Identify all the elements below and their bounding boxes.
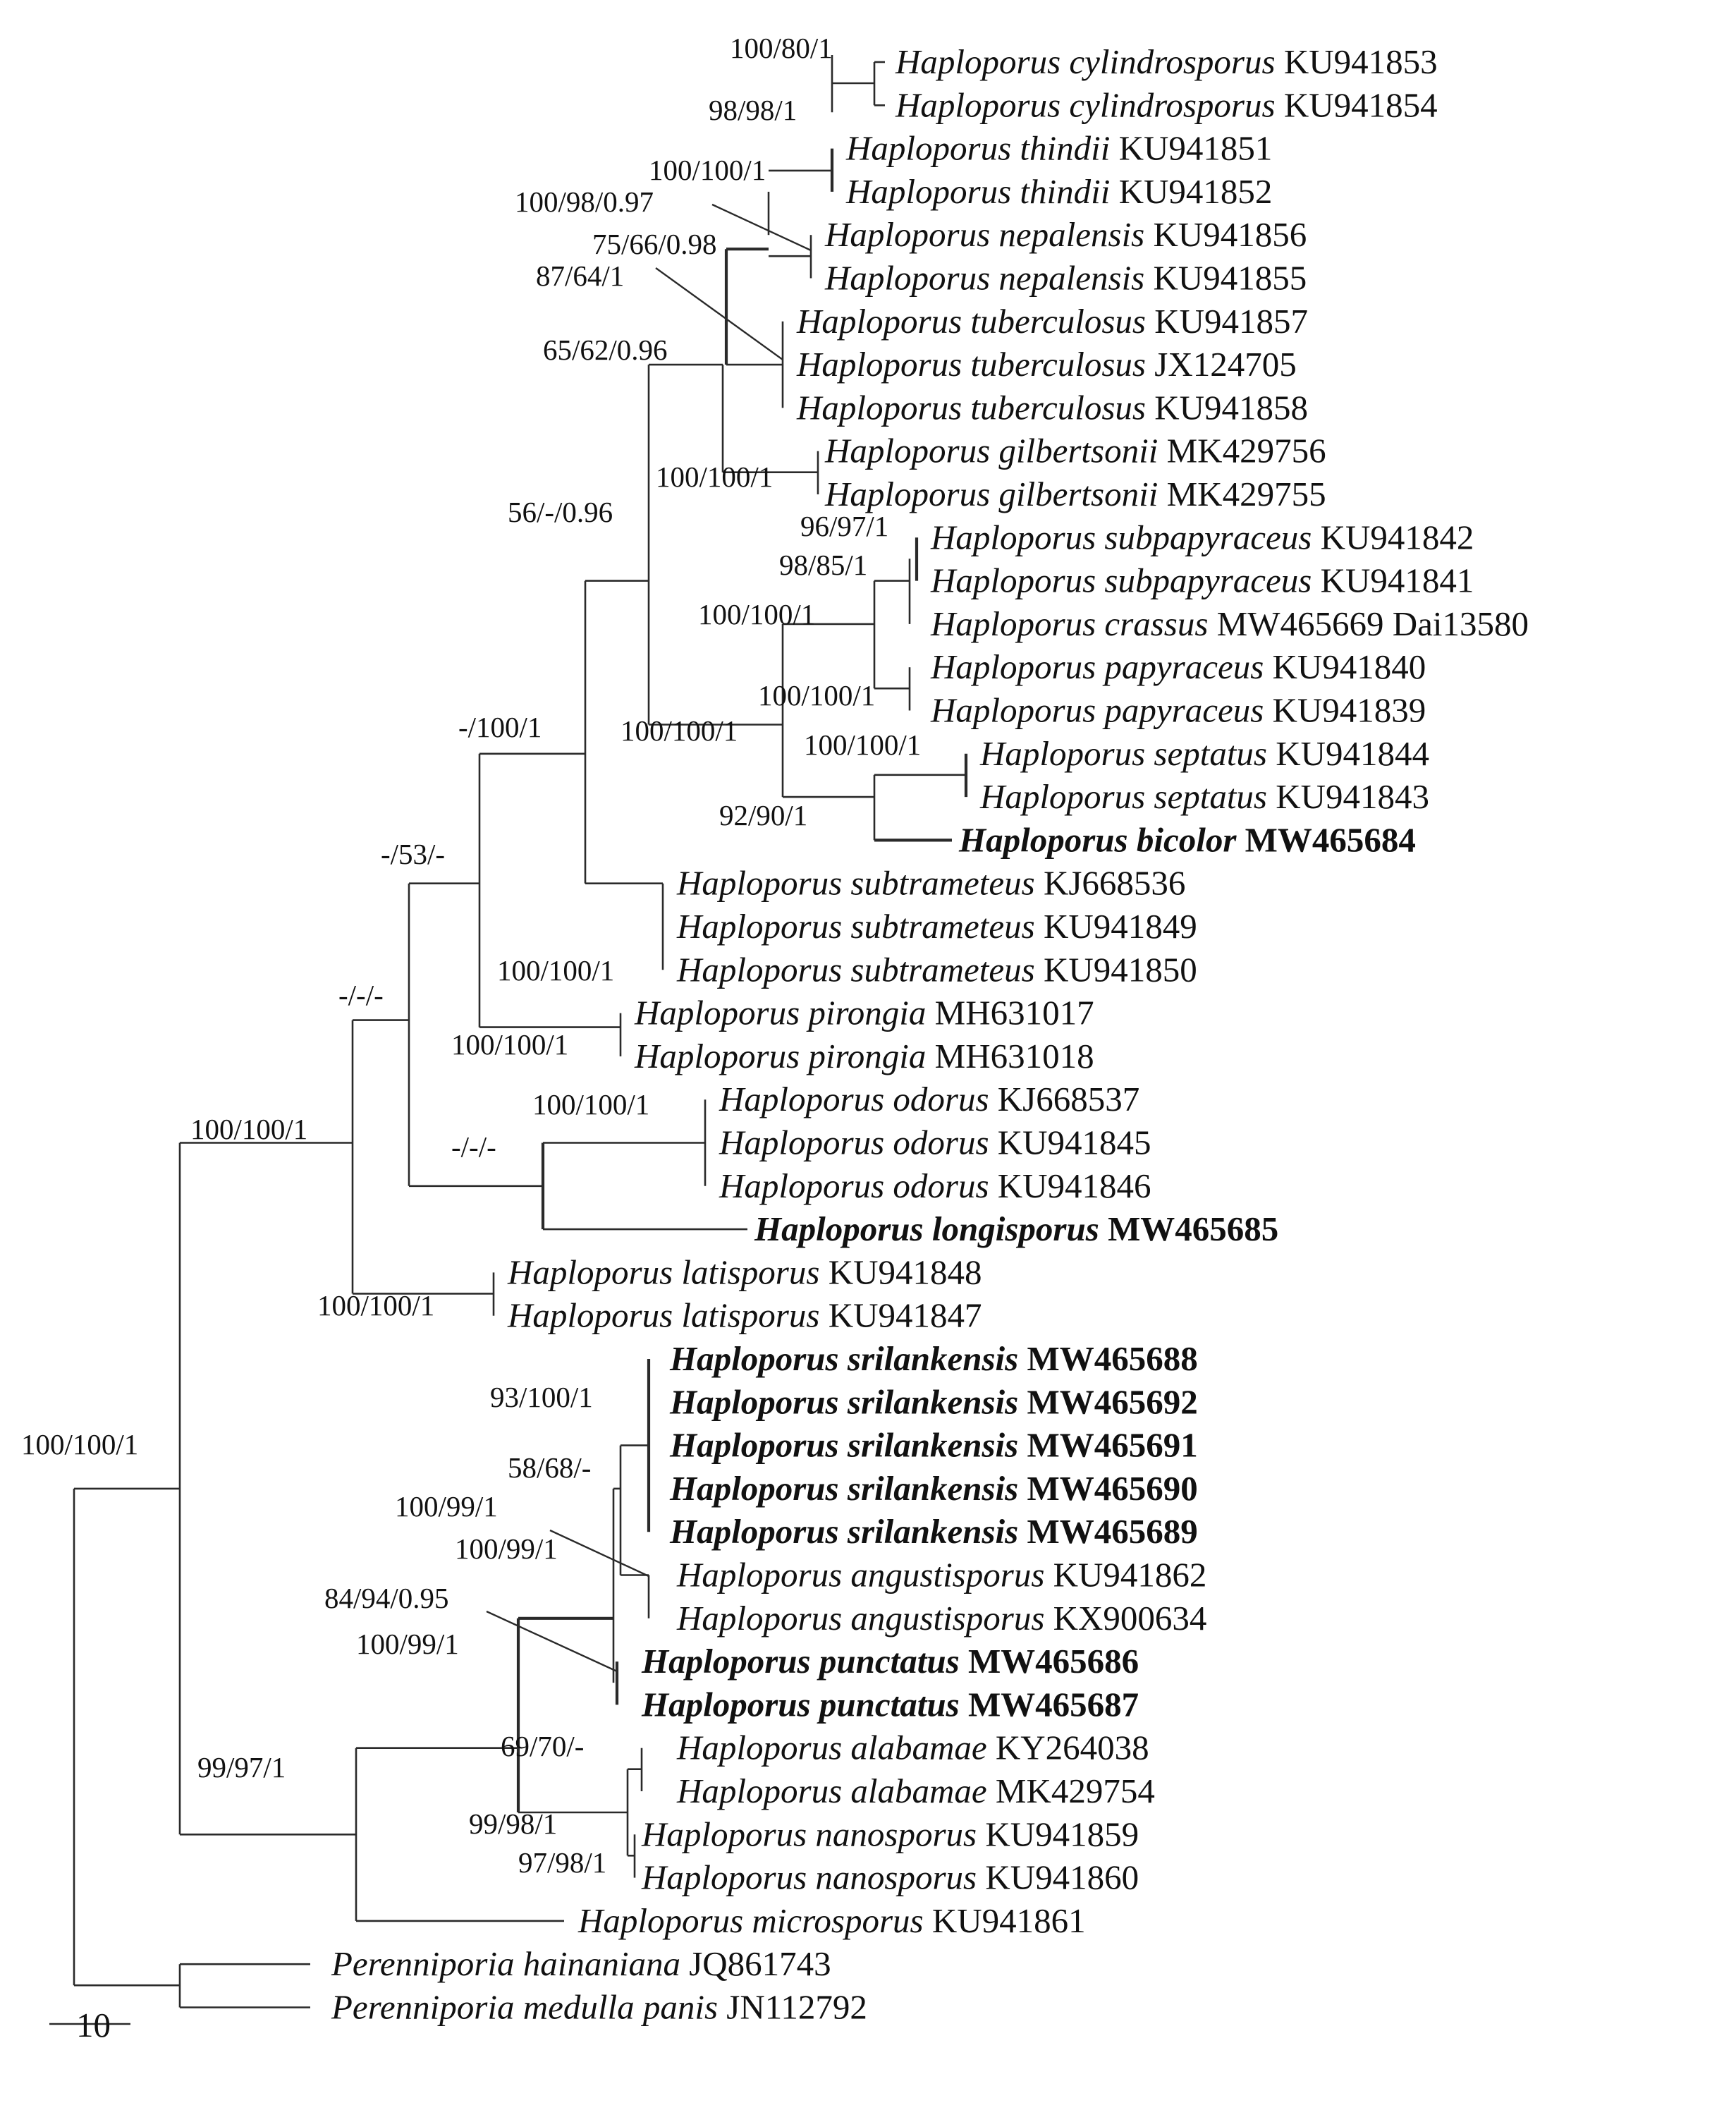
taxon-genus: Haploporus bbox=[931, 518, 1105, 557]
taxon-genus: Haploporus bbox=[677, 907, 851, 946]
taxon-species: punctatus bbox=[819, 1685, 960, 1724]
taxon-species: srilankensis bbox=[847, 1468, 1019, 1508]
taxon-label bbox=[641, 1685, 1139, 1724]
support-value: 84/94/0.95 bbox=[324, 1582, 449, 1614]
taxon-genus: Haploporus bbox=[578, 1901, 752, 1940]
support-value: 87/64/1 bbox=[536, 260, 625, 292]
taxon-species: angustisporus bbox=[850, 1598, 1045, 1638]
taxon-accession: MK429755 bbox=[1158, 475, 1326, 513]
taxon-species: tuberculosus bbox=[970, 388, 1147, 427]
taxon-accession: MH631018 bbox=[926, 1036, 1094, 1075]
support-value: 92/90/1 bbox=[719, 799, 808, 831]
taxon-label bbox=[577, 1901, 1086, 1940]
taxon-label bbox=[930, 647, 1426, 686]
taxon-species: pirongia bbox=[808, 993, 927, 1032]
taxon-label bbox=[824, 215, 1307, 254]
taxon-species: srilankensis bbox=[847, 1512, 1019, 1551]
taxon-accession: JQ861743 bbox=[680, 1944, 831, 1984]
taxon-genus: Haploporus bbox=[677, 950, 851, 989]
taxon-genus: Haploporus bbox=[642, 1815, 816, 1854]
support-value: -/100/1 bbox=[458, 711, 542, 743]
taxon-genus: Haploporus bbox=[642, 1858, 816, 1897]
taxon-accession: MW465689 bbox=[1018, 1512, 1198, 1551]
taxon-species: longisporus bbox=[931, 1209, 1099, 1249]
taxon-genus: Haploporus bbox=[797, 388, 971, 427]
taxon-genus: Haploporus bbox=[670, 1468, 848, 1508]
taxon-genus: Haploporus bbox=[670, 1339, 848, 1378]
taxon-accession: KJ668537 bbox=[989, 1080, 1140, 1119]
taxon-genus: Haploporus bbox=[635, 1036, 809, 1075]
taxon-accession: MW465669 Dai13580 bbox=[1208, 604, 1529, 643]
taxon-accession: KU941843 bbox=[1267, 777, 1430, 817]
taxon-species: thindii bbox=[1020, 128, 1111, 168]
taxon-label bbox=[634, 1037, 1094, 1075]
taxon-label bbox=[676, 1556, 1206, 1594]
support-value: 100/99/1 bbox=[395, 1490, 498, 1523]
taxon-species: gilbertsonii bbox=[998, 475, 1159, 513]
taxon-accession: MW465690 bbox=[1018, 1468, 1198, 1508]
taxon-genus: Haploporus bbox=[719, 1080, 893, 1119]
taxon-genus: Haploporus bbox=[754, 1209, 932, 1249]
support-value: 98/98/1 bbox=[709, 94, 797, 126]
taxon-genus: Haploporus bbox=[825, 215, 999, 255]
taxon-accession: MW465692 bbox=[1018, 1382, 1198, 1422]
taxon-label bbox=[719, 1080, 1139, 1118]
support-value: 100/100/1 bbox=[804, 728, 922, 761]
support-value: 100/100/1 bbox=[656, 461, 774, 493]
taxon-accession: MK429756 bbox=[1158, 431, 1326, 470]
taxon-genus: Haploporus bbox=[677, 863, 851, 903]
taxon-accession: KU941840 bbox=[1264, 647, 1426, 687]
taxon-species: septatus bbox=[1154, 777, 1268, 817]
taxon-species: microsporus bbox=[752, 1901, 924, 1940]
taxon-genus: Haploporus bbox=[931, 604, 1105, 643]
taxon-accession: KX900634 bbox=[1044, 1598, 1207, 1638]
taxon-species: angustisporus bbox=[850, 1555, 1045, 1594]
taxon-label bbox=[979, 734, 1429, 773]
taxon-genus: Haploporus bbox=[719, 1123, 893, 1162]
taxon-label bbox=[676, 1771, 1155, 1810]
taxon-accession: KU941841 bbox=[1312, 561, 1474, 600]
taxon-accession: KU941859 bbox=[977, 1815, 1139, 1854]
taxon-label bbox=[930, 691, 1426, 730]
taxon-species: odorus bbox=[893, 1080, 989, 1119]
taxon-genus: Haploporus bbox=[719, 1166, 893, 1205]
taxon-species: thindii bbox=[1020, 171, 1111, 211]
taxon-accession: KU941846 bbox=[989, 1166, 1151, 1205]
taxon-species: hainaniana bbox=[522, 1944, 680, 1984]
taxon-accession: MW465685 bbox=[1099, 1209, 1279, 1249]
taxon-genus: Haploporus bbox=[677, 1555, 851, 1594]
support-value: 96/97/1 bbox=[800, 510, 889, 542]
taxon-accession: KU941852 bbox=[1110, 171, 1273, 211]
support-value: 93/100/1 bbox=[490, 1381, 593, 1413]
scale-bar bbox=[49, 2006, 130, 2044]
support-value: 97/98/1 bbox=[518, 1846, 607, 1879]
taxon-genus: Haploporus bbox=[846, 128, 1020, 168]
taxon-species: srilankensis bbox=[847, 1425, 1019, 1465]
taxon-genus: Haploporus bbox=[825, 431, 999, 470]
taxon-accession: MW465686 bbox=[959, 1642, 1139, 1681]
taxon-accession: KU941856 bbox=[1144, 215, 1307, 255]
taxon-species: cylindrosporus bbox=[1069, 85, 1276, 125]
taxon-accession: KU941851 bbox=[1110, 128, 1273, 168]
taxon-accession: KU941850 bbox=[1034, 950, 1197, 989]
taxon-genus: Haploporus bbox=[846, 171, 1020, 211]
support-value: 99/98/1 bbox=[469, 1807, 558, 1840]
taxon-accession: MH631017 bbox=[926, 993, 1094, 1032]
support-value: 69/70/- bbox=[501, 1730, 585, 1762]
support-value: 100/98/0.97 bbox=[515, 185, 654, 218]
taxon-label bbox=[669, 1426, 1198, 1465]
taxon-species: alabamae bbox=[850, 1728, 987, 1767]
taxon-species: gilbertsonii bbox=[998, 431, 1159, 470]
taxon-genus: Perenniporia bbox=[331, 1944, 523, 1984]
taxon-species: papyraceus bbox=[1104, 690, 1264, 730]
support-value: 100/99/1 bbox=[356, 1628, 459, 1660]
taxon-label bbox=[331, 1988, 867, 2027]
support-value: 100/99/1 bbox=[455, 1532, 558, 1565]
taxon-genus: Haploporus bbox=[508, 1252, 682, 1292]
support-value: 100/100/1 bbox=[317, 1289, 435, 1322]
taxon-label bbox=[754, 1209, 1278, 1248]
taxon-genus: Haploporus bbox=[677, 1771, 851, 1810]
taxon-accession: KU941849 bbox=[1034, 907, 1197, 946]
taxon-accession: MW465684 bbox=[1236, 820, 1416, 860]
taxon-label bbox=[507, 1296, 982, 1335]
support-value: 100/100/1 bbox=[532, 1088, 650, 1121]
taxon-label bbox=[676, 907, 1197, 946]
taxon-genus: Haploporus bbox=[825, 475, 999, 513]
taxon-genus: Haploporus bbox=[508, 1295, 682, 1335]
taxon-genus: Haploporus bbox=[797, 345, 971, 384]
taxon-genus: Haploporus bbox=[980, 733, 1154, 773]
taxon-species: nanosporus bbox=[815, 1858, 977, 1897]
support-value: 99/97/1 bbox=[197, 1751, 286, 1783]
support-value: 100/80/1 bbox=[730, 32, 833, 64]
taxon-accession: MW465688 bbox=[1018, 1339, 1198, 1378]
support-value: 65/62/0.96 bbox=[543, 334, 668, 366]
taxon-label bbox=[719, 1166, 1151, 1205]
taxon-accession: KU941842 bbox=[1312, 518, 1474, 557]
taxon-species: bicolor bbox=[1136, 820, 1237, 860]
taxon-genus: Haploporus bbox=[670, 1425, 848, 1465]
taxon-genus: Haploporus bbox=[677, 1728, 851, 1767]
support-value: 100/100/1 bbox=[758, 679, 876, 712]
taxon-accession: KJ668536 bbox=[1034, 863, 1186, 903]
taxon-label bbox=[979, 777, 1429, 816]
taxon-genus: Haploporus bbox=[670, 1512, 848, 1551]
taxon-label bbox=[958, 820, 1416, 859]
taxon-label bbox=[895, 85, 1438, 124]
taxon-label bbox=[669, 1339, 1198, 1378]
taxon-species: alabamae bbox=[850, 1771, 987, 1810]
taxon-accession: KU941855 bbox=[1144, 258, 1307, 298]
taxon-accession: KU941845 bbox=[989, 1123, 1151, 1162]
taxon-genus: Haploporus bbox=[635, 993, 809, 1032]
taxon-accession: KU941862 bbox=[1044, 1555, 1207, 1594]
support-leader bbox=[550, 1530, 649, 1576]
taxon-species: subtrameteus bbox=[850, 907, 1035, 946]
taxon-species: punctatus bbox=[819, 1642, 960, 1681]
taxon-species: srilankensis bbox=[847, 1382, 1019, 1422]
taxon-accession: KU941860 bbox=[977, 1858, 1139, 1897]
taxon-species: nanosporus bbox=[815, 1815, 977, 1854]
taxon-species: pirongia bbox=[808, 1036, 927, 1075]
taxon-accession: KU941858 bbox=[1146, 388, 1309, 427]
taxon-species: nepalensis bbox=[998, 215, 1145, 255]
taxon-label bbox=[641, 1858, 1139, 1897]
support-value: 56/-/0.96 bbox=[508, 496, 613, 528]
taxon-accession: KU941853 bbox=[1275, 42, 1438, 81]
taxon-label bbox=[796, 388, 1308, 427]
taxon-species: subtrameteus bbox=[850, 863, 1035, 903]
taxon-label bbox=[796, 345, 1297, 384]
taxon-species: srilankensis bbox=[847, 1339, 1019, 1378]
taxon-species: latisporus bbox=[681, 1252, 820, 1292]
taxon-species: papyraceus bbox=[1104, 647, 1264, 687]
taxon-label bbox=[824, 432, 1326, 470]
taxon-label bbox=[796, 302, 1308, 341]
taxon-genus: Haploporus bbox=[931, 690, 1105, 730]
taxon-label bbox=[676, 864, 1185, 903]
taxon-accession: KY264038 bbox=[986, 1728, 1149, 1767]
taxon-label bbox=[719, 1123, 1151, 1162]
taxon-species: medulla panis bbox=[522, 1987, 719, 2027]
support-value: 100/100/1 bbox=[21, 1428, 139, 1460]
taxon-label bbox=[930, 604, 1529, 643]
support-value: 100/100/1 bbox=[497, 954, 615, 987]
scale-bar-label: 10 bbox=[76, 2006, 111, 2044]
taxon-genus: Haploporus bbox=[931, 647, 1105, 687]
support-value: 58/68/- bbox=[508, 1451, 592, 1484]
taxon-label bbox=[895, 42, 1438, 81]
taxon-species: latisporus bbox=[681, 1295, 820, 1335]
taxon-label bbox=[331, 1944, 831, 1983]
support-value: 100/100/1 bbox=[190, 1113, 308, 1145]
taxon-label bbox=[676, 1728, 1149, 1767]
taxon-species: odorus bbox=[893, 1166, 989, 1205]
taxon-genus: Haploporus bbox=[642, 1642, 819, 1681]
taxon-label bbox=[507, 1252, 982, 1291]
taxon-label bbox=[669, 1469, 1198, 1508]
taxon-genus: Haploporus bbox=[895, 85, 1070, 125]
taxon-accession: MW465691 bbox=[1018, 1425, 1198, 1465]
taxon-species: subtrameteus bbox=[850, 950, 1035, 989]
taxon-label bbox=[824, 475, 1326, 513]
support-value: 100/100/1 bbox=[621, 714, 738, 747]
taxon-species: nepalensis bbox=[998, 258, 1145, 298]
support-value: 98/85/1 bbox=[779, 549, 868, 581]
support-value: -/-/- bbox=[451, 1130, 496, 1163]
taxon-accession: JX124705 bbox=[1146, 345, 1297, 384]
taxon-accession: KU941844 bbox=[1267, 733, 1430, 773]
taxon-genus: Haploporus bbox=[797, 301, 971, 341]
taxon-species: tuberculosus bbox=[970, 301, 1147, 341]
taxon-label bbox=[669, 1512, 1198, 1551]
taxon-label bbox=[634, 994, 1094, 1032]
support-value: -/53/- bbox=[381, 838, 446, 870]
taxon-genus: Perenniporia bbox=[331, 1987, 523, 2027]
taxon-label bbox=[930, 518, 1474, 556]
taxon-species: odorus bbox=[893, 1123, 989, 1162]
taxon-genus: Haploporus bbox=[670, 1382, 848, 1422]
taxon-genus: Haploporus bbox=[931, 561, 1105, 600]
taxon-label bbox=[669, 1382, 1198, 1421]
taxon-label bbox=[676, 1599, 1206, 1638]
support-leader bbox=[656, 268, 783, 360]
taxon-accession: MK429754 bbox=[986, 1771, 1155, 1810]
taxon-genus: Haploporus bbox=[642, 1685, 819, 1724]
taxon-species: crassus bbox=[1104, 604, 1209, 643]
taxon-genus: Haploporus bbox=[980, 777, 1154, 817]
taxon-species: cylindrosporus bbox=[1069, 42, 1276, 81]
taxon-species: septatus bbox=[1154, 733, 1268, 773]
taxon-label bbox=[641, 1815, 1139, 1853]
taxon-accession: KU941861 bbox=[923, 1901, 1086, 1940]
taxon-genus: Haploporus bbox=[959, 820, 1137, 860]
taxon-accession: KU941839 bbox=[1264, 690, 1426, 730]
support-value: 100/100/1 bbox=[698, 598, 816, 630]
taxon-accession: KU941847 bbox=[819, 1295, 982, 1335]
taxon-genus: Haploporus bbox=[825, 258, 999, 298]
taxon-label bbox=[845, 129, 1272, 168]
support-value: 100/100/1 bbox=[649, 154, 766, 186]
support-leader bbox=[487, 1611, 617, 1671]
support-value: 100/100/1 bbox=[451, 1028, 569, 1061]
taxon-label bbox=[845, 172, 1272, 211]
taxon-genus: Haploporus bbox=[895, 42, 1070, 81]
taxon-accession: KU941854 bbox=[1275, 85, 1438, 125]
taxon-label bbox=[676, 950, 1197, 989]
taxon-species: subpapyraceus bbox=[1104, 518, 1312, 557]
taxon-accession: KU941848 bbox=[819, 1252, 982, 1292]
taxon-species: tuberculosus bbox=[970, 345, 1147, 384]
taxon-species: subpapyraceus bbox=[1104, 561, 1312, 600]
support-value: 75/66/0.98 bbox=[592, 228, 717, 260]
taxon-accession: JN112792 bbox=[718, 1987, 867, 2027]
taxon-label bbox=[641, 1642, 1139, 1681]
taxon-accession: MW465687 bbox=[959, 1685, 1139, 1724]
support-value: -/-/- bbox=[338, 979, 384, 1011]
taxon-label bbox=[930, 561, 1474, 600]
taxon-label bbox=[824, 259, 1307, 298]
taxon-accession: KU941857 bbox=[1146, 301, 1309, 341]
taxon-genus: Haploporus bbox=[677, 1598, 851, 1638]
support-leader bbox=[712, 205, 811, 250]
